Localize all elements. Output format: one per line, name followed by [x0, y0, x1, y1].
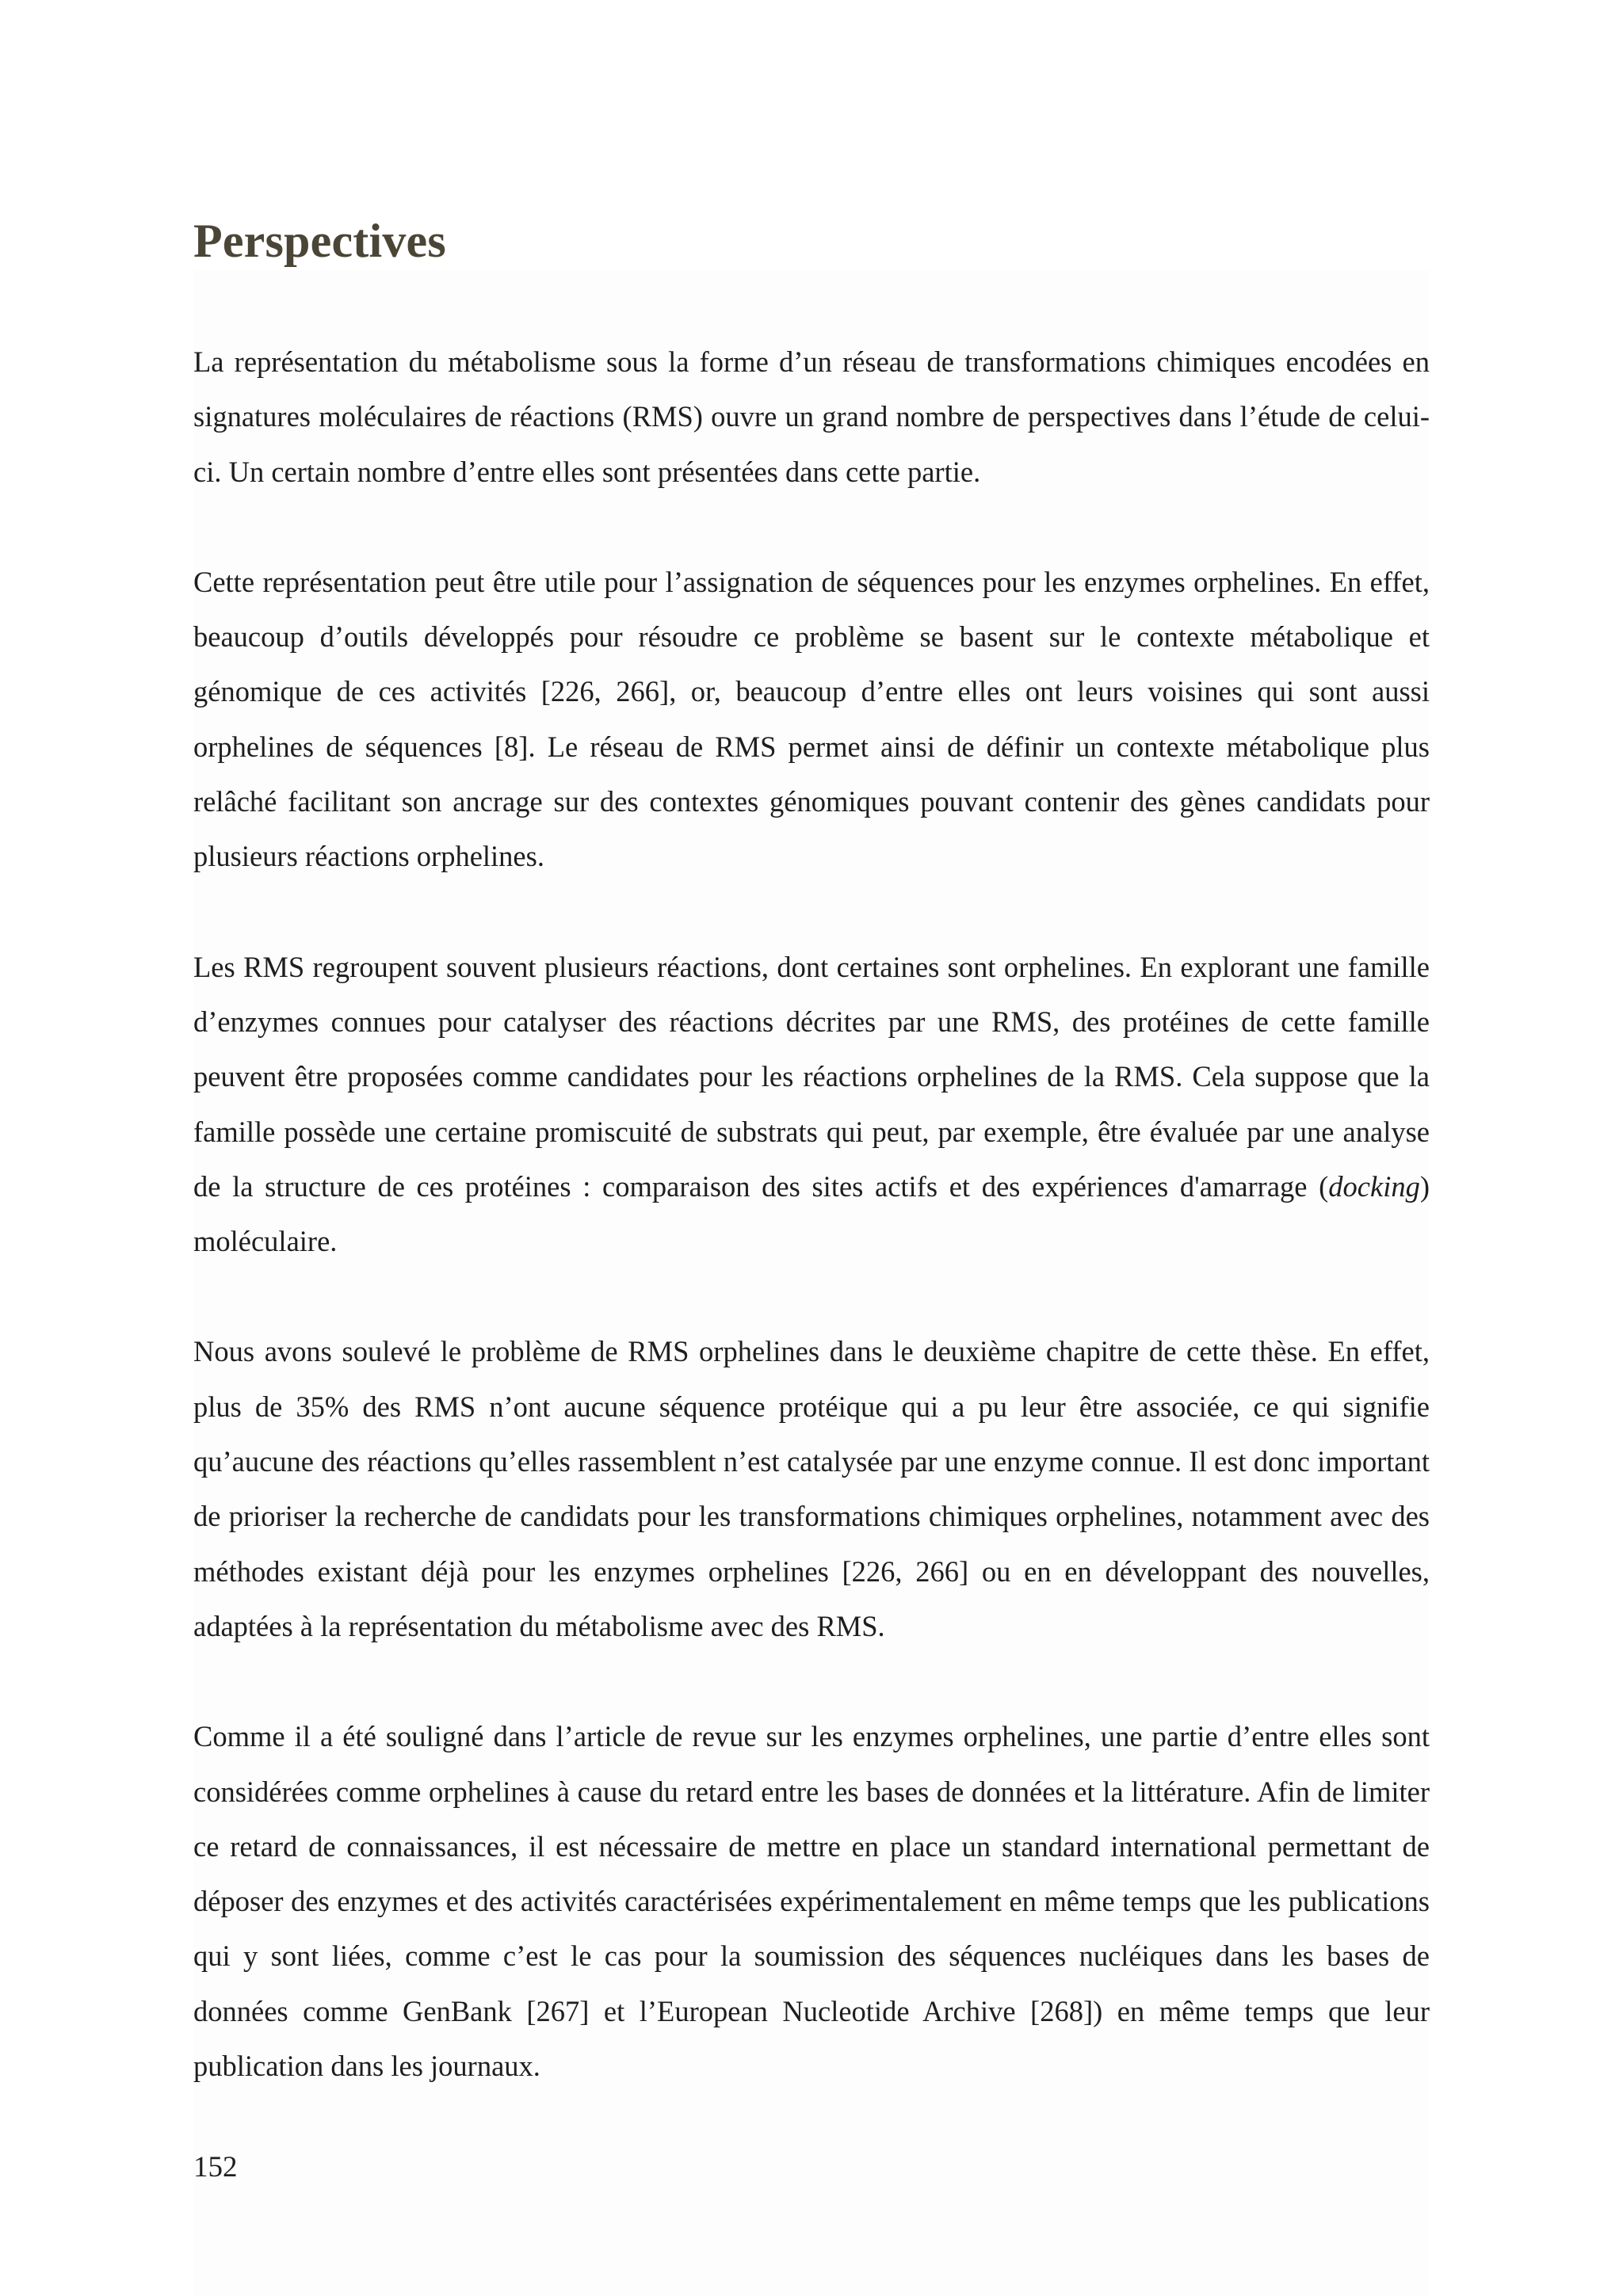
paragraph-database-delay: Comme il a été souligné dans l’article de revue sur les enzymes orphelines, une partie d’entre elles sont considérées comme orphelines à cause du retard entre les bases de données et la littérature. Afin de limiter ce retard de connaissances, il est nécessaire de mettre en place un standard international permettant de déposer des enzymes et des activités caractérisées expérimentalement en même temps que les publications qui y sont liées, comme c’est le cas pour la soumission des séquences nucléiques dans les bases de données comme GenBank [267] et l’European Nucleotide Archive [268]) en même temps que leur publication dans les journaux. — [193, 1720, 1430, 2083]
section-heading: Perspectives — [193, 215, 446, 267]
paragraph-orphan-rms: Nous avons soulevé le problème de RMS orphelines dans le deuxième chapitre de cette thèse. En effet, plus de 35% des RMS n’ont aucune séquence protéique qui a pu leur être associée, ce qui signifie qu’aucune des réactions qu’elles rassemblent n’est catalysée par une enzyme connue. Il est donc important de prioriser la recherche de candidats pour les transformations chimiques orphelines, notamment avec des méthodes existant déjà pour les enzymes orphelines [226, 266] ou en en développant des nouvelles, adaptées à la représentation du métabolisme avec des RMS. — [193, 1335, 1430, 1642]
paragraph-text-before: Les RMS regroupent souvent plusieurs réactions, dont certaines sont orphelines. En explorant une famille d’enzymes connues pour catalyser des réactions décrites par une RMS, des protéines de cette famille peuvent être proposées comme candidates pour les réactions orphelines de la RMS. Cela suppose que la famille possède une certaine promiscuité de substrats qui peut, par exemple, être évaluée par une analyse de la structure de ces protéines : comparaison des sites actifs et des expériences d'amarrage ( — [193, 950, 1430, 1203]
paragraph-text-after: ) moléculaire. — [193, 1169, 1430, 1258]
page-number: 152 — [193, 2151, 238, 2183]
paragraph-rms-families — [193, 940, 1430, 1269]
body-text — [193, 334, 1430, 2149]
docking-term: docking — [1328, 1169, 1420, 1203]
paragraph-sequence-assignment: Cette représentation peut être utile pour l’assignation de séquences pour les enzymes orphelines. En effet, beaucoup d’outils développés pour résoudre ce problème se basent sur le contexte métabolique et génomique de ces activités [226, 266], or, beaucoup d’entre elles ont leurs voisines qui sont aussi orphelines de séquences [8]. Le réseau de RMS permet ainsi de définir un contexte métabolique plus relâché facilitant son ancrage sur des contextes génomiques pouvant contenir des gènes candidats pour plusieurs réactions orphelines. — [193, 565, 1430, 873]
paragraph-intro: La représentation du métabolisme sous la forme d’un réseau de transformations chimiques encodées en signatures moléculaires de réactions (RMS) ouvre un grand nombre de perspectives dans l’étude de celui-ci. Un certain nombre d’entre elles sont présentées dans cette partie. — [193, 345, 1430, 488]
